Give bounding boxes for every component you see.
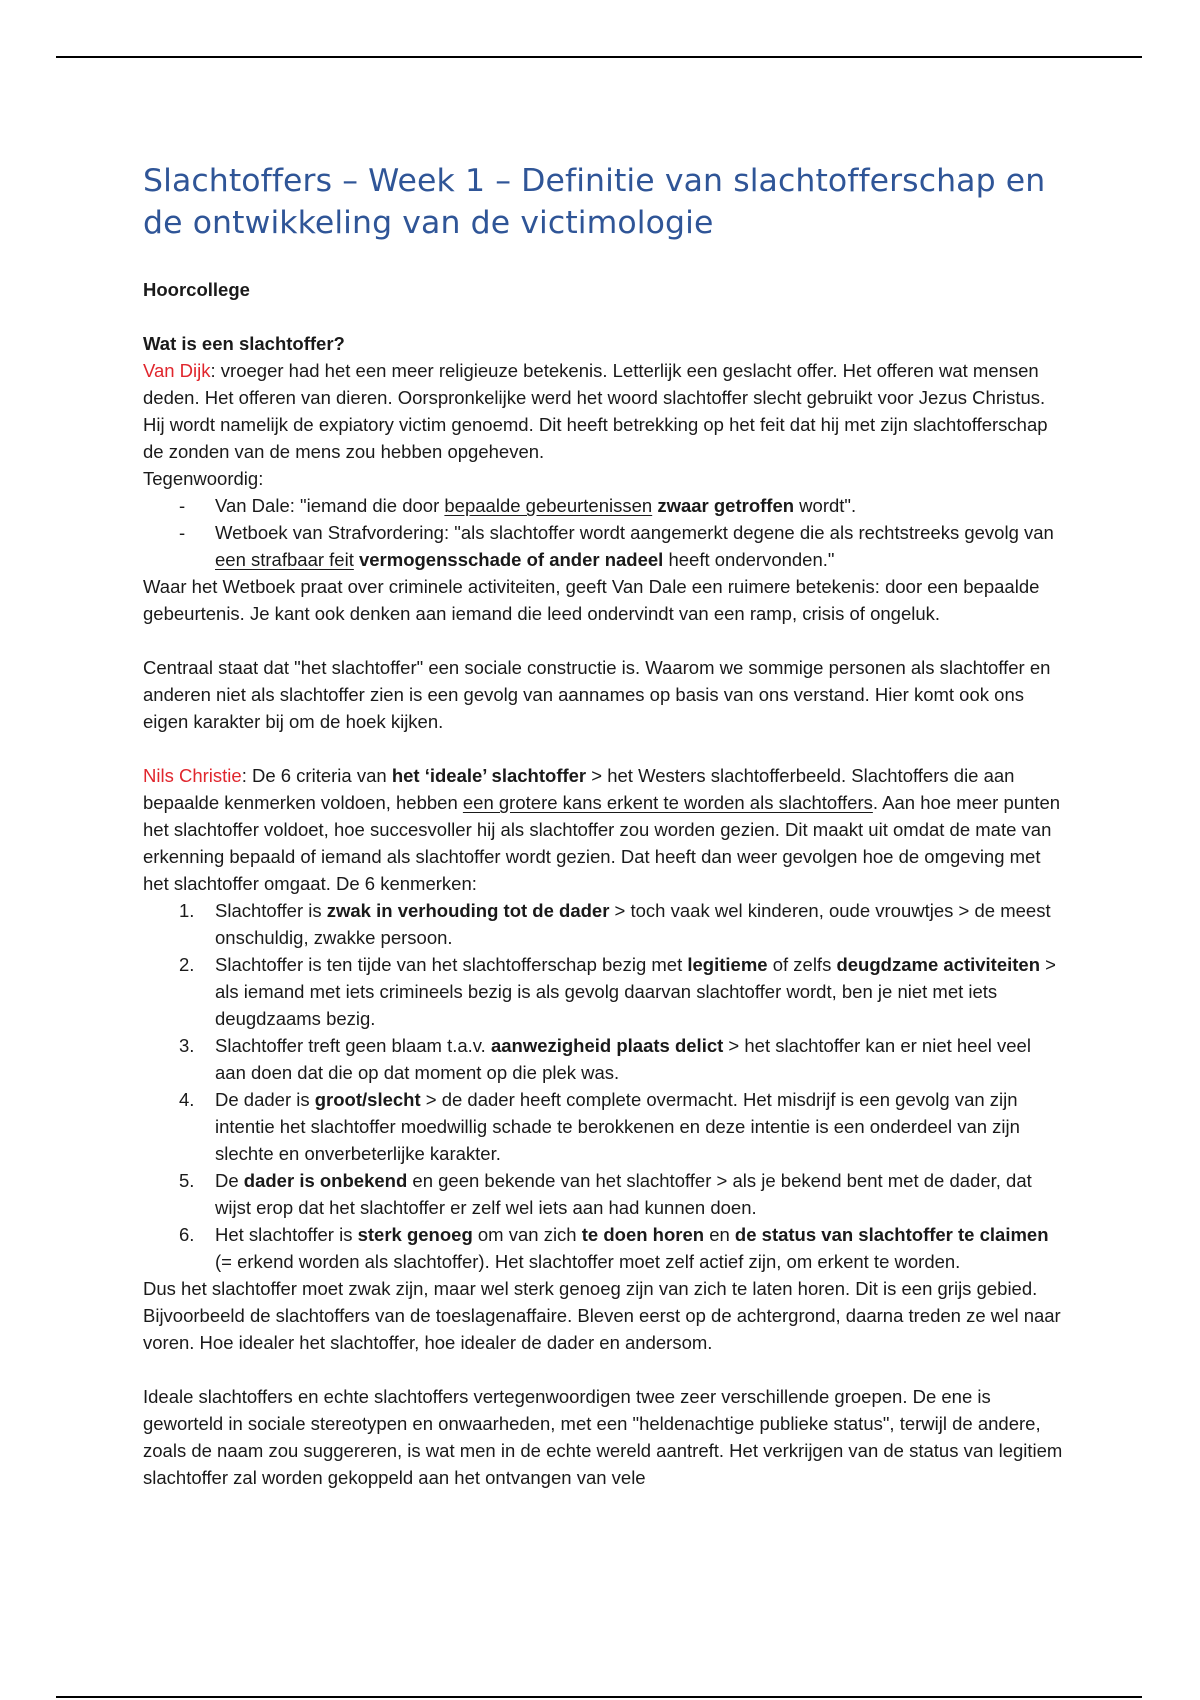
vandijk-paragraph: Van Dijk: vroeger had het een meer religieuze betekenis. Letterlijk een geslacht offer. Het offeren wat mensen deden. Het offeren van dieren. Oorspronkelijke werd het woord slachtoffer slecht gebruikt voor Jezus Christus. Hij wordt namelijk de expiatory victim genoemd. Dit heeft betrekking op het feit dat hij met zijn slachtofferschap de zonden van de mens zou hebben opgeheven. — [143, 360, 1048, 462]
list-item: 3. Slachtoffer treft geen blaam t.a.v. aanwezigheid plaats delict > het slachtoffer kan er niet heel veel aan doen dat die op dat moment op die plek was. — [179, 1035, 1031, 1083]
list-item: - Wetboek van Strafvordering: "als slachtoffer wordt aangemerkt degene die als rechtstreeks gevolg van een strafbaar feit vermogensschade of ander nadeel heeft ondervonden." — [179, 522, 1054, 570]
list-item: 6. Het slachtoffer is sterk genoeg om van zich te doen horen en de status van slachtoffer te claimen (= erkend worden als slachtoffer). Het slachtoffer moet zelf actief zijn, om erkent te worden. — [179, 1224, 1049, 1272]
author-name: Nils Christie — [143, 765, 242, 786]
list-item: 5. De dader is onbekend en geen bekende van het slachtoffer > als je bekend bent met de dader, dat wijst erop dat het slachtoffer er zelf wel iets aan had kunnen doen. — [179, 1170, 1032, 1218]
section-label: Hoorcollege — [143, 279, 250, 300]
list-item: 1. Slachtoffer is zwak in verhouding tot de dader > toch vaak wel kinderen, oude vrouwtjes > de meest onschuldig, zwakke persoon. — [179, 900, 1051, 948]
author-name: Van Dijk — [143, 360, 211, 381]
centraal-paragraph: Centraal staat dat "het slachtoffer" een sociale constructie is. Waarom we sommige personen als slachtoffer en anderen niet als slachtoffer zien is een gevolg van aannames op basis van ons verstand. Hier komt ook ons eigen karakter bij om de hoek kijken. — [143, 657, 1051, 732]
question-heading: Wat is een slachtoffer? — [143, 333, 345, 354]
ideale-paragraph: Ideale slachtoffers en echte slachtoffers vertegenwoordigen twee zeer verschillende groepen. De ene is geworteld in sociale stereotypen en onwaarheden, met een "heldenachtige publieke status", terwijl de andere, zoals de naam zou suggereren, is wat men in de echte wereld aantreft. Het verkrijgen van de status van legitiem slachtoffer zal worden gekoppeld aan het ontvangen van vele — [143, 1386, 1063, 1488]
footer-rule — [56, 1696, 1142, 1698]
definition-list — [143, 492, 1063, 573]
list-item: 4. De dader is groot/slecht > de dader heeft complete overmacht. Het misdrijf is een gevolg van zijn intentie het slachtoffer moedwillig schade te berokkenen en deze intentie is een onderdeel van zijn slechte en onverbeterlijke karakter. — [179, 1089, 1020, 1164]
document-body — [143, 160, 1063, 1491]
list-item: - Van Dale: "iemand die door bepaalde gebeurtenissen zwaar getroffen wordt". — [179, 495, 857, 516]
dus-paragraph: Dus het slachtoffer moet zwak zijn, maar wel sterk genoeg zijn van zich te laten horen. Dit is een grijs gebied. Bijvoorbeeld de slachtoffers van de toeslagenaffaire. Bleven eerst op de achtergrond, daarna treden ze wel naar voren. Hoe idealer het slachtoffer, hoe idealer de dader en andersom. — [143, 1278, 1061, 1353]
tegenwoordig-label: Tegenwoordig: — [143, 468, 264, 489]
header-rule — [56, 56, 1142, 58]
list-item: 2. Slachtoffer is ten tijde van het slachtofferschap bezig met legitieme of zelfs deugdzame activiteiten > als iemand met iets crimineels bezig is als gevolg daarvan slachtoffer wordt, ben je niet met iets deugdzaams bezig. — [179, 954, 1056, 1029]
page-title: Slachtoffers – Week 1 – Definitie van slachtofferschap en de ontwikkeling van de victimologie — [143, 163, 1046, 241]
wetboek-paragraph: Waar het Wetboek praat over criminele activiteiten, geeft Van Dale een ruimere betekenis: door een bepaalde gebeurtenis. Je kant ook denken aan iemand die leed ondervindt van een ramp, crisis of ongeluk. — [143, 576, 1040, 624]
christie-paragraph: Nils Christie: De 6 criteria van het ‘ideale’ slachtoffer > het Westers slachtofferbeeld. Slachtoffers die aan bepaalde kenmerken voldoen, hebben een grotere kans erkent te worden als slachtoffers. Aan hoe meer punten het slachtoffer voldoet, hoe succesvoller hij als slachtoffer zou worden gezien. Dit maakt uit omdat de mate van erkenning bepaald of iemand als slachtoffer wordt gezien. Dat heeft dan weer gevolgen hoe de omgeving met het slachtoffer omgaat. De 6 kenmerken: — [143, 765, 1061, 894]
criteria-list — [143, 897, 1063, 1275]
